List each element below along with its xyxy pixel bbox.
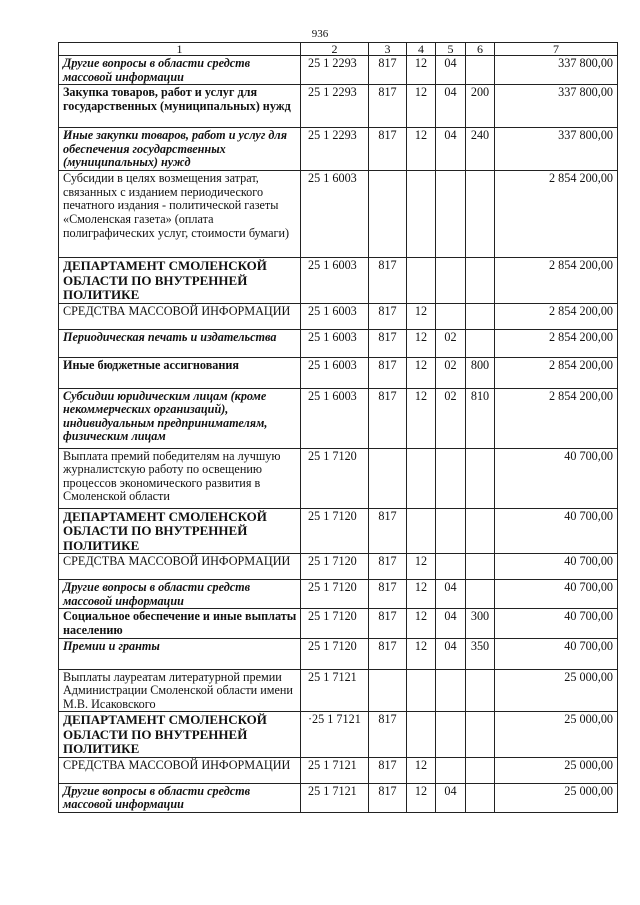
table-header xyxy=(59,43,618,56)
row-name: Иные бюджетные ассигнования xyxy=(59,357,301,388)
row-col5 xyxy=(436,669,466,712)
row-col4 xyxy=(407,258,436,304)
row-col6: 300 xyxy=(466,609,495,638)
column-header: 7 xyxy=(495,43,618,56)
row-code: 25 1 7120 xyxy=(301,554,369,580)
row-col3: 817 xyxy=(369,757,407,783)
table-row xyxy=(59,56,618,85)
row-col3: 817 xyxy=(369,712,407,758)
row-col4 xyxy=(407,712,436,758)
row-name: Премии и гранты xyxy=(59,638,301,669)
row-col6 xyxy=(466,448,495,508)
table-row xyxy=(59,357,618,388)
table-row xyxy=(59,388,618,448)
row-code: 25 1 7121 xyxy=(301,757,369,783)
row-code: 25 1 6003 xyxy=(301,258,369,304)
header-row xyxy=(59,43,618,56)
table-row xyxy=(59,329,618,357)
row-col5: 02 xyxy=(436,357,466,388)
row-code: 25 1 2293 xyxy=(301,56,369,85)
column-header: 3 xyxy=(369,43,407,56)
row-col4: 12 xyxy=(407,554,436,580)
row-col4: 12 xyxy=(407,85,436,128)
row-col3 xyxy=(369,448,407,508)
row-col3: 817 xyxy=(369,357,407,388)
row-code: 25 1 7121 xyxy=(301,669,369,712)
row-col5 xyxy=(436,448,466,508)
row-col6 xyxy=(466,171,495,258)
row-code: ·25 1 7121 xyxy=(301,712,369,758)
row-col4: 12 xyxy=(407,303,436,329)
row-code: 25 1 2293 xyxy=(301,128,369,171)
column-header: 4 xyxy=(407,43,436,56)
row-amount: 2 854 200,00 xyxy=(495,258,618,304)
table-row xyxy=(59,85,618,128)
row-amount: 40 700,00 xyxy=(495,609,618,638)
row-col6: 810 xyxy=(466,388,495,448)
row-col5 xyxy=(436,508,466,554)
row-amount: 40 700,00 xyxy=(495,580,618,609)
row-amount: 337 800,00 xyxy=(495,128,618,171)
row-col3: 817 xyxy=(369,554,407,580)
row-col3: 817 xyxy=(369,258,407,304)
table-row xyxy=(59,638,618,669)
row-col5 xyxy=(436,554,466,580)
row-col5: 04 xyxy=(436,638,466,669)
row-name: ДЕПАРТАМЕНТ СМОЛЕНСКОЙ ОБЛАСТИ ПО ВНУТРЕННЕЙ ПОЛИТИКЕ xyxy=(59,508,301,554)
row-amount: 337 800,00 xyxy=(495,85,618,128)
table-row xyxy=(59,712,618,758)
column-header: 6 xyxy=(466,43,495,56)
row-col5 xyxy=(436,303,466,329)
row-col6: 240 xyxy=(466,128,495,171)
column-header: 5 xyxy=(436,43,466,56)
row-col6 xyxy=(466,329,495,357)
row-code: 25 1 7120 xyxy=(301,638,369,669)
row-name: Другие вопросы в области средств массовой информации xyxy=(59,56,301,85)
row-col4: 12 xyxy=(407,757,436,783)
row-col4 xyxy=(407,508,436,554)
row-col5: 04 xyxy=(436,56,466,85)
row-col4: 12 xyxy=(407,609,436,638)
row-code: 25 1 6003 xyxy=(301,329,369,357)
table-row xyxy=(59,128,618,171)
row-amount: 25 000,00 xyxy=(495,669,618,712)
row-amount: 2 854 200,00 xyxy=(495,357,618,388)
row-name: Другие вопросы в области средств массовой информации xyxy=(59,580,301,609)
row-col3: 817 xyxy=(369,388,407,448)
row-col3: 817 xyxy=(369,128,407,171)
table-row xyxy=(59,783,618,812)
table-row xyxy=(59,669,618,712)
row-col6 xyxy=(466,580,495,609)
row-col6 xyxy=(466,56,495,85)
row-code: 25 1 7120 xyxy=(301,580,369,609)
column-header: 2 xyxy=(301,43,369,56)
row-name: ДЕПАРТАМЕНТ СМОЛЕНСКОЙ ОБЛАСТИ ПО ВНУТРЕННЕЙ ПОЛИТИКЕ xyxy=(59,258,301,304)
row-amount: 2 854 200,00 xyxy=(495,329,618,357)
row-name: Выплата премий победителям на лучшую журналистскую работу по освещению процессов экономического развития в Смоленской области xyxy=(59,448,301,508)
row-col3: 817 xyxy=(369,783,407,812)
row-amount: 25 000,00 xyxy=(495,757,618,783)
row-col4: 12 xyxy=(407,388,436,448)
row-amount: 25 000,00 xyxy=(495,712,618,758)
row-col3: 817 xyxy=(369,85,407,128)
row-col6: 350 xyxy=(466,638,495,669)
row-col6 xyxy=(466,258,495,304)
row-col5 xyxy=(436,757,466,783)
row-code: 25 1 6003 xyxy=(301,303,369,329)
row-code: 25 1 7120 xyxy=(301,609,369,638)
row-amount: 40 700,00 xyxy=(495,448,618,508)
row-name: СРЕДСТВА МАССОВОЙ ИНФОРМАЦИИ xyxy=(59,303,301,329)
row-col5: 02 xyxy=(436,329,466,357)
row-col4: 12 xyxy=(407,128,436,171)
row-col5: 02 xyxy=(436,388,466,448)
row-col3: 817 xyxy=(369,508,407,554)
row-name: СРЕДСТВА МАССОВОЙ ИНФОРМАЦИИ xyxy=(59,757,301,783)
row-name: Иные закупки товаров, работ и услуг для обеспечения государственных (муниципальных) нужд xyxy=(59,128,301,171)
row-col6 xyxy=(466,712,495,758)
table-row xyxy=(59,580,618,609)
row-col5: 04 xyxy=(436,85,466,128)
row-code: 25 1 6003 xyxy=(301,171,369,258)
row-col5: 04 xyxy=(436,609,466,638)
row-col4 xyxy=(407,448,436,508)
row-code: 25 1 7120 xyxy=(301,448,369,508)
table-row xyxy=(59,554,618,580)
row-amount: 40 700,00 xyxy=(495,508,618,554)
budget-table xyxy=(58,42,618,813)
row-col5: 04 xyxy=(436,128,466,171)
row-col6 xyxy=(466,554,495,580)
row-col3: 817 xyxy=(369,329,407,357)
row-col3: 817 xyxy=(369,56,407,85)
row-col4: 12 xyxy=(407,329,436,357)
row-amount: 2 854 200,00 xyxy=(495,303,618,329)
row-col6 xyxy=(466,669,495,712)
table-row xyxy=(59,609,618,638)
table-body xyxy=(59,56,618,813)
row-code: 25 1 7120 xyxy=(301,508,369,554)
row-col5: 04 xyxy=(436,783,466,812)
row-col4 xyxy=(407,171,436,258)
row-amount: 40 700,00 xyxy=(495,638,618,669)
row-col5 xyxy=(436,258,466,304)
row-col5 xyxy=(436,171,466,258)
row-col4: 12 xyxy=(407,580,436,609)
table-row xyxy=(59,757,618,783)
row-name: ДЕПАРТАМЕНТ СМОЛЕНСКОЙ ОБЛАСТИ ПО ВНУТРЕННЕЙ ПОЛИТИКЕ xyxy=(59,712,301,758)
row-col3: 817 xyxy=(369,580,407,609)
row-col6 xyxy=(466,303,495,329)
row-name: СРЕДСТВА МАССОВОЙ ИНФОРМАЦИИ xyxy=(59,554,301,580)
row-name: Выплаты лауреатам литературной премии Администрации Смоленской области имени М.В. Исаковского xyxy=(59,669,301,712)
row-col6 xyxy=(466,757,495,783)
row-amount: 40 700,00 xyxy=(495,554,618,580)
row-name: Субсидии юридическим лицам (кроме некоммерческих организаций), индивидуальным предпринимателям, физическим лицам xyxy=(59,388,301,448)
row-amount: 25 000,00 xyxy=(495,783,618,812)
row-name: Субсидии в целях возмещения затрат, связанных с изданием периодического печатного издания - политической газеты «Смоленская газета» (оплата полиграфических услуг, стоимости бумаги) xyxy=(59,171,301,258)
row-col3 xyxy=(369,669,407,712)
row-col5: 04 xyxy=(436,580,466,609)
row-code: 25 1 6003 xyxy=(301,357,369,388)
row-code: 25 1 6003 xyxy=(301,388,369,448)
row-col4: 12 xyxy=(407,783,436,812)
row-col4: 12 xyxy=(407,56,436,85)
row-code: 25 1 7121 xyxy=(301,783,369,812)
table-row xyxy=(59,303,618,329)
row-name: Социальное обеспечение и иные выплаты населению xyxy=(59,609,301,638)
table-row xyxy=(59,171,618,258)
row-col6: 200 xyxy=(466,85,495,128)
column-header: 1 xyxy=(59,43,301,56)
row-name: Другие вопросы в области средств массовой информации xyxy=(59,783,301,812)
row-code: 25 1 2293 xyxy=(301,85,369,128)
table-row xyxy=(59,258,618,304)
row-col4: 12 xyxy=(407,357,436,388)
row-col4 xyxy=(407,669,436,712)
row-col6 xyxy=(466,783,495,812)
row-col3: 817 xyxy=(369,638,407,669)
row-name: Периодическая печать и издательства xyxy=(59,329,301,357)
page-number: 936 xyxy=(311,28,329,40)
row-col6: 800 xyxy=(466,357,495,388)
row-col3 xyxy=(369,171,407,258)
row-col5 xyxy=(436,712,466,758)
row-col6 xyxy=(466,508,495,554)
row-amount: 337 800,00 xyxy=(495,56,618,85)
row-col3: 817 xyxy=(369,303,407,329)
table-row xyxy=(59,508,618,554)
row-amount: 2 854 200,00 xyxy=(495,171,618,258)
row-col3: 817 xyxy=(369,609,407,638)
row-amount: 2 854 200,00 xyxy=(495,388,618,448)
row-col4: 12 xyxy=(407,638,436,669)
table-row xyxy=(59,448,618,508)
row-name: Закупка товаров, работ и услуг для государственных (муниципальных) нужд xyxy=(59,85,301,128)
